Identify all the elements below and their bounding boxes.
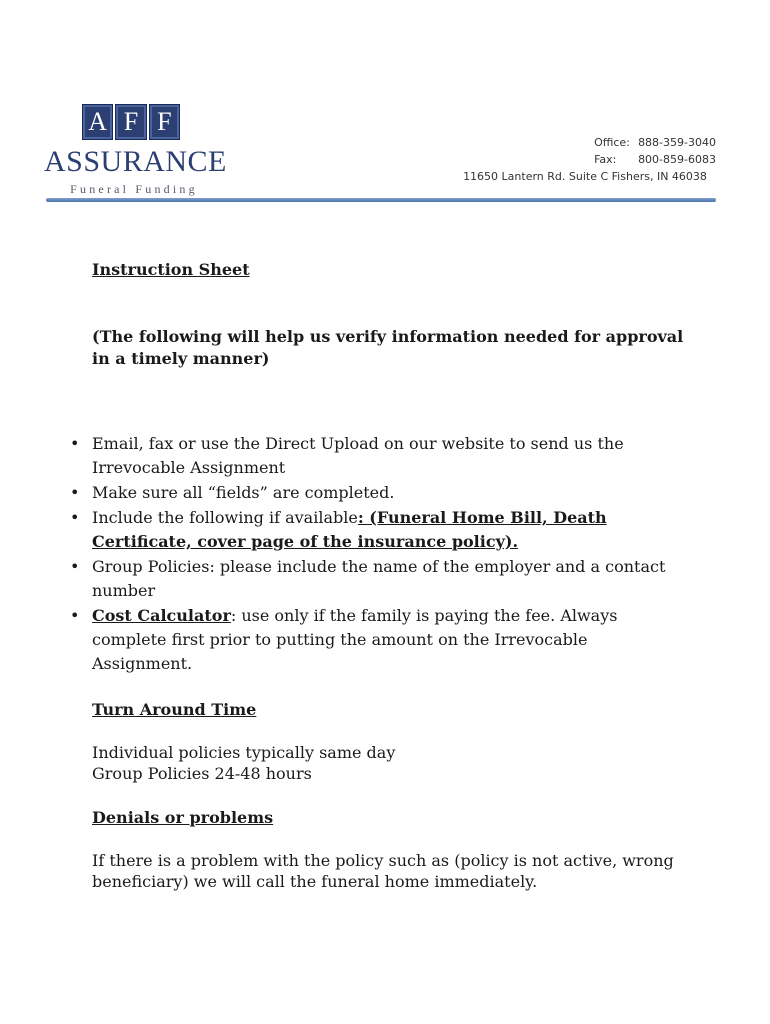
fax-number: 800-859-6083 bbox=[638, 153, 716, 166]
denials-text: If there is a problem with the policy such as (policy is not active, wrong beneficiary) we will call the funeral home immediately. bbox=[92, 851, 674, 891]
logo-letter: F bbox=[149, 104, 180, 140]
list-item-text: Email, fax or use the Direct Upload on our website to send us the Irrevocable Assignment bbox=[92, 434, 624, 477]
address: 11650 Lantern Rd. Suite C Fishers, IN 46038 bbox=[463, 170, 707, 183]
turnaround-line-1: Individual policies typically same day bbox=[92, 743, 396, 762]
bullet-icon: • bbox=[70, 557, 80, 576]
page-title: Instruction Sheet bbox=[92, 260, 250, 279]
list-item bbox=[70, 604, 692, 676]
bullet-icon: • bbox=[70, 483, 80, 502]
bullet-icon: • bbox=[70, 508, 80, 527]
office-row bbox=[594, 134, 716, 151]
instruction-list bbox=[70, 432, 692, 676]
address-row bbox=[463, 168, 716, 185]
list-item bbox=[70, 555, 692, 603]
header-divider bbox=[46, 198, 716, 202]
logo-name: ASSURANCE bbox=[44, 145, 227, 178]
logo-tagline: Funeral Funding bbox=[70, 182, 198, 196]
list-item-text: Make sure all “fields” are completed. bbox=[92, 483, 395, 502]
contact-block bbox=[463, 134, 716, 185]
cost-calculator-label: Cost Calculator bbox=[92, 606, 231, 625]
bullet-icon: • bbox=[70, 606, 80, 625]
intro-text: (The following will help us verify information needed for approval in a timely manner) bbox=[92, 327, 684, 368]
logo-letter: A bbox=[82, 104, 113, 140]
denials-heading: Denials or problems bbox=[92, 808, 274, 827]
document-body bbox=[70, 258, 692, 892]
list-item bbox=[70, 432, 692, 480]
fax-row bbox=[594, 151, 716, 168]
logo-aff-mark bbox=[82, 103, 180, 141]
list-item-emphasis: : (Funeral Home Bill, Death Certificate, cover page of the insurance policy). bbox=[92, 508, 607, 551]
fax-label: Fax: bbox=[594, 153, 617, 166]
turnaround-text bbox=[92, 742, 692, 784]
list-item-text: Group Policies: please include the name of the employer and a contact number bbox=[92, 557, 666, 600]
turnaround-line-2: Group Policies 24-48 hours bbox=[92, 764, 312, 783]
bullet-icon: • bbox=[70, 434, 80, 453]
list-item-text: : use only if the family is paying the fee. Always complete first prior to putting the amount on the Irrevocable Assignment. bbox=[92, 606, 618, 673]
logo-letter: F bbox=[115, 104, 146, 140]
turnaround-heading: Turn Around Time bbox=[92, 700, 257, 719]
list-item-text: Include the following if available bbox=[92, 508, 358, 527]
company-logo bbox=[44, 103, 227, 196]
list-item bbox=[70, 506, 692, 554]
office-label: Office: bbox=[594, 136, 630, 149]
office-phone: 888-359-3040 bbox=[638, 136, 716, 149]
list-item bbox=[70, 481, 692, 505]
